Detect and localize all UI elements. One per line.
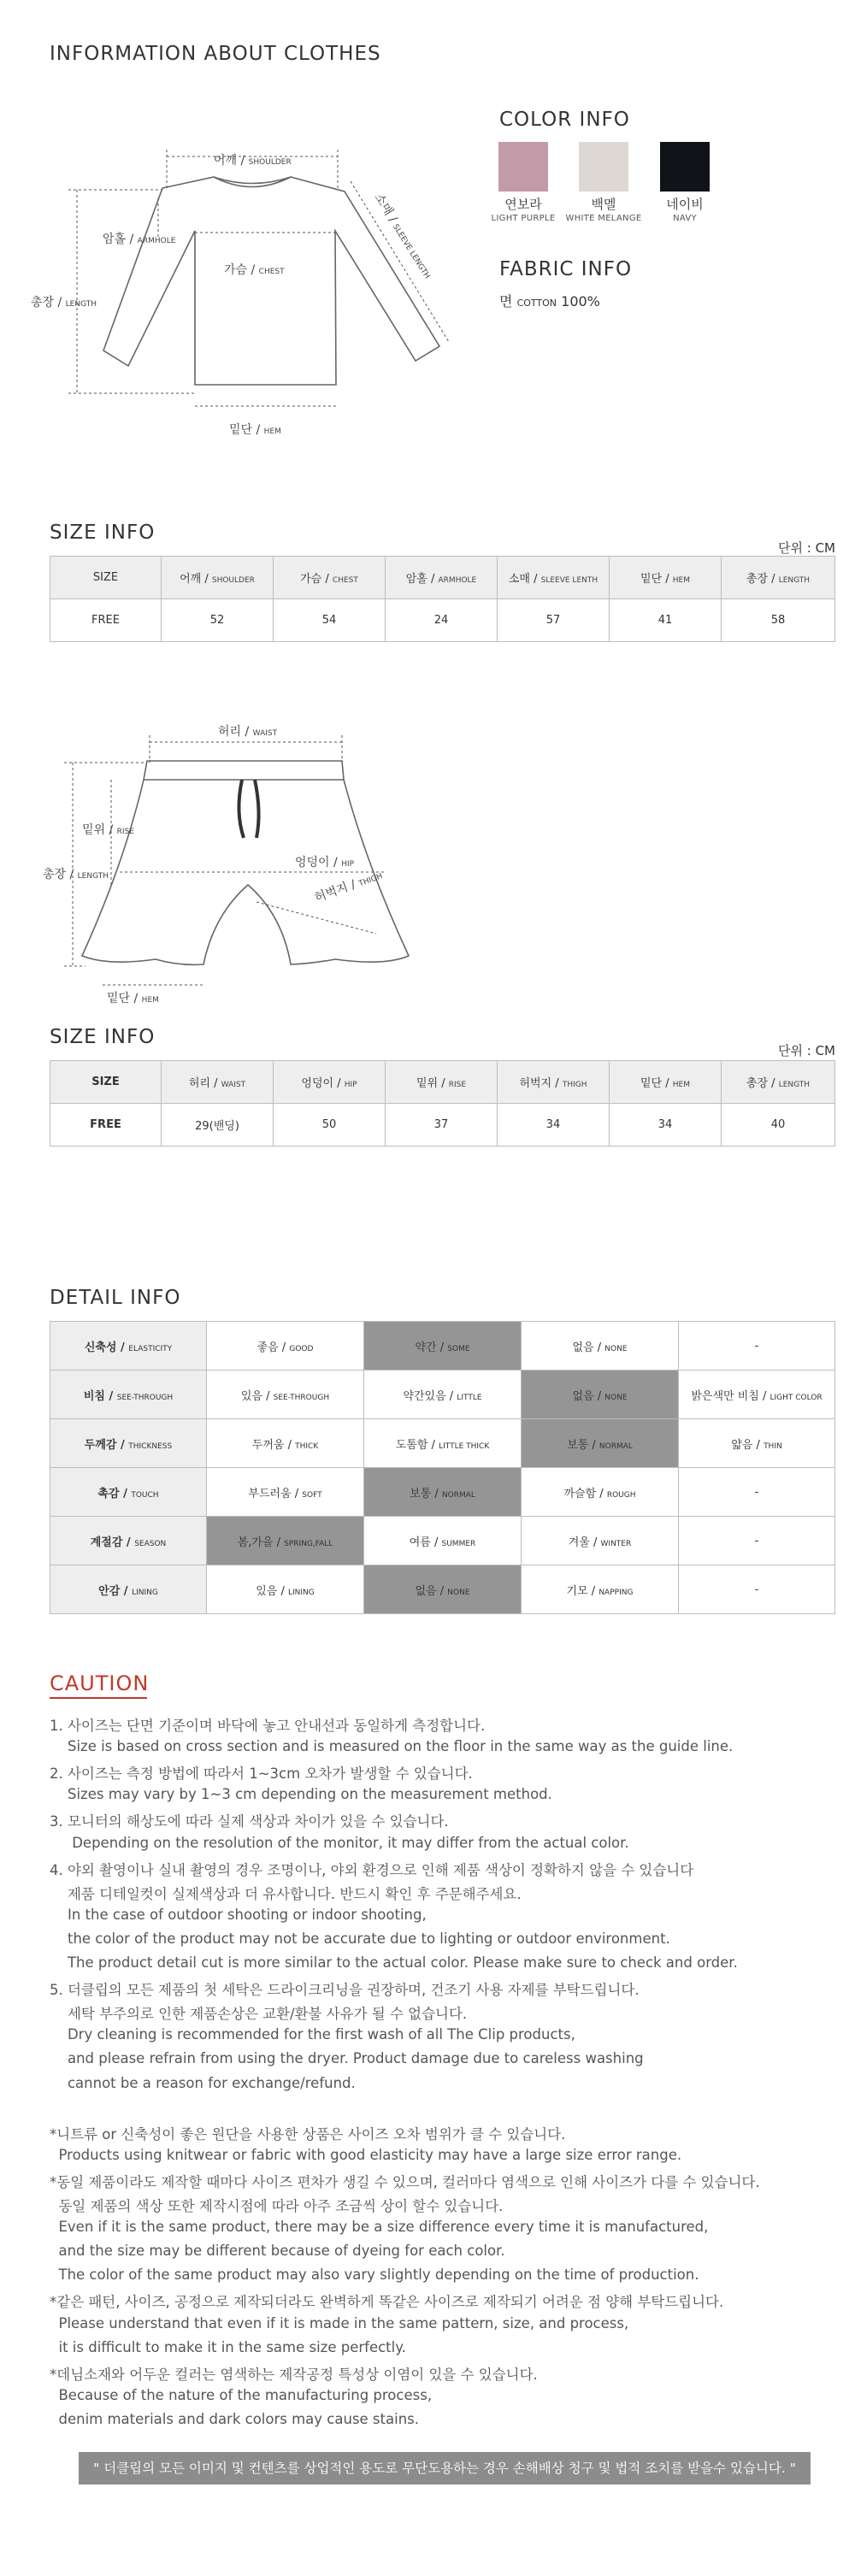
- value-cell: 54: [274, 599, 386, 642]
- header-cell: SIZE: [50, 557, 162, 599]
- detail-option-selected: 없음 / NONE: [364, 1565, 522, 1614]
- color-name-white-melange: 백멜: [591, 197, 616, 212]
- bottom-measurement-diagram: [0, 710, 479, 1009]
- value-cell: 40: [722, 1104, 835, 1147]
- caution-line-text: 2. 사이즈는 측정 방법에 따라서 1~3cm 오차가 발생할 수 있습니다.: [50, 1765, 473, 1783]
- detail-option: 얇음 / THIN: [679, 1419, 835, 1468]
- shorts-length-label: 총장 / LENGTH: [43, 868, 109, 881]
- caution-line-text: cannot be a reason for exchange/refund.: [50, 2074, 356, 2091]
- table-row: [50, 1104, 835, 1147]
- caution-line-text: Because of the nature of the manufacturing process,: [50, 2386, 433, 2403]
- value-cell: 41: [610, 599, 722, 642]
- size-cell: FREE: [50, 599, 162, 642]
- detail-option: 부드러움 / SOFT: [207, 1468, 364, 1517]
- caution-underline: [50, 1697, 147, 1699]
- caution-line-text: Products using knitwear or fabric with good elasticity may have a large size error range.: [50, 2146, 682, 2163]
- chest-label: 가슴 / CHEST: [224, 263, 285, 277]
- value-cell: 29(밴딩): [162, 1104, 274, 1147]
- detail-row-label: 두께감 / THICKNESS: [50, 1419, 207, 1468]
- header-cell: 밑단 / HEM: [610, 557, 722, 599]
- shoulder-label: 어깨 / SHOULDER: [214, 154, 292, 168]
- color-swatch-white-melange[interactable]: [579, 142, 628, 192]
- thigh-label: 허벅지 / THIGH: [312, 872, 384, 905]
- header-cell: 허리 / WAIST: [162, 1061, 274, 1104]
- detail-option: -: [679, 1565, 835, 1614]
- detail-row-label: 계절감 / SEASON: [50, 1517, 207, 1565]
- header-cell: 소매 / SLEEVE LENTH: [498, 557, 610, 599]
- detail-option: 약간있음 / LITTLE: [364, 1371, 522, 1419]
- size-info-bottom-unit: 단위 : CM: [778, 1043, 835, 1058]
- value-cell: 52: [162, 599, 274, 642]
- caution-line-text: *같은 패턴, 사이즈, 공정으로 제작되더라도 완벽하게 똑같은 사이즈로 제작되기 어려운 점 양해 부탁드립니다.: [50, 2294, 724, 2311]
- sleeve-label: 소매 / SLEEVE LENGTH: [371, 191, 432, 281]
- value-cell: 37: [386, 1104, 498, 1147]
- caution-line-text: denim materials and dark colors may cause stains.: [50, 2410, 419, 2427]
- caution-line-text: In the case of outdoor shooting or indoor shooting,: [50, 1906, 427, 1923]
- header-cell: 밑위 / RISE: [386, 1061, 498, 1104]
- color-eng-white-melange: WHITE MELANGE: [565, 214, 642, 223]
- detail-option: -: [679, 1322, 835, 1371]
- color-name-navy: 네이비: [666, 197, 704, 212]
- value-cell: 50: [274, 1104, 386, 1147]
- value-cell: 57: [498, 599, 610, 642]
- shorts-hem-label: 밑단 / HEM: [107, 992, 159, 1005]
- color-name-light-purple: 연보라: [504, 197, 542, 212]
- size-table-bottom: [50, 1060, 835, 1147]
- caution-line-text: Dry cleaning is recommended for the first wash of all The Clip products,: [50, 2026, 575, 2043]
- detail-option: 여름 / SUMMER: [364, 1517, 522, 1565]
- detail-option: 기모 / NAPPING: [522, 1565, 679, 1614]
- caution-title: CAUTION: [50, 1671, 150, 1695]
- detail-option-selected: 보통 / NORMAL: [522, 1419, 679, 1468]
- detail-option: 있음 / LINING: [207, 1565, 364, 1614]
- caution-line-text: Sizes may vary by 1~3 cm depending on the measurement method.: [50, 1786, 552, 1803]
- caution-line-text: *니트류 or 신축성이 좋은 원단을 사용한 상품은 사이즈 오차 범위가 클 수 있습니다.: [50, 2125, 566, 2143]
- size-table-bottom-header: [50, 1061, 835, 1104]
- value-cell: 58: [722, 599, 835, 642]
- size-table-top: [50, 556, 835, 642]
- caution-line-text: 4. 야외 촬영이나 실내 촬영의 경우 조명이나, 야외 환경으로 인해 제품 색상이 정확하지 않을 수 있습니다: [50, 1861, 694, 1878]
- detail-row-label: 촉감 / TOUCH: [50, 1468, 207, 1517]
- caution-line-text: and please refrain from using the dryer. Product damage due to careless washing: [50, 2050, 644, 2067]
- detail-option: 겨울 / WINTER: [522, 1517, 679, 1565]
- waist-label: 허리 / WAIST: [218, 725, 278, 739]
- caution-line-text: 1. 사이즈는 단면 기준이며 바닥에 놓고 안내선과 동일하게 측정합니다.: [50, 1718, 486, 1734]
- detail-option-selected: 보통 / NORMAL: [364, 1468, 522, 1517]
- caution-line-text: 동일 제품의 색상 또한 제작시점에 따라 아주 조금씩 상이 할수 있습니다.: [50, 2198, 504, 2214]
- header-cell: 허벅지 / THIGH: [498, 1061, 610, 1104]
- hem-label: 밑단 / HEM: [229, 423, 281, 437]
- copyright-notice: " 더클립의 모든 이미지 및 컨텐츠를 상업적인 용도로 무단도용하는 경우 손해배상 청구 및 법적 조치를 받을수 있습니다. ": [79, 2452, 811, 2485]
- detail-table: [50, 1321, 835, 1614]
- detail-option: -: [679, 1517, 835, 1565]
- detail-info-title: DETAIL INFO: [50, 1287, 181, 1309]
- color-swatch-light-purple[interactable]: [498, 142, 548, 192]
- header-cell: 가슴 / CHEST: [274, 557, 386, 599]
- size-table-top-header: [50, 557, 835, 599]
- caution-line-text: Size is based on cross section and is measured on the floor in the same way as the guide line.: [50, 1738, 734, 1755]
- color-eng-light-purple: LIGHT PURPLE: [491, 214, 556, 223]
- caution-line-text: it is difficult to make it in the same size perfectly.: [50, 2338, 406, 2355]
- detail-option-selected: 없음 / NONE: [522, 1371, 679, 1419]
- detail-row: [50, 1517, 835, 1565]
- caution-line-text: The color of the same product may also vary slightly depending on the time of production.: [50, 2267, 699, 2284]
- size-info-bottom-title: SIZE INFO: [50, 1026, 156, 1048]
- detail-option: 두꺼움 / THICK: [207, 1419, 364, 1468]
- value-cell: 34: [610, 1104, 722, 1147]
- detail-option: 없음 / NONE: [522, 1322, 679, 1371]
- fabric-info-title: FABRIC INFO: [499, 258, 633, 280]
- detail-row-label: 비침 / SEE-THROUGH: [50, 1371, 207, 1419]
- detail-option: -: [679, 1468, 835, 1517]
- header-cell: 총장 / LENGTH: [722, 557, 835, 599]
- size-info-top-title: SIZE INFO: [50, 522, 156, 544]
- detail-row: [50, 1468, 835, 1517]
- caution-line-text: *데님소재와 어두운 컬러는 염색하는 제작공정 특성상 이염이 있을 수 있습니다.: [50, 2366, 538, 2383]
- detail-row: [50, 1565, 835, 1614]
- header-cell: 암홀 / ARMHOLE: [386, 557, 498, 599]
- top-measurement-diagram: [0, 137, 479, 453]
- detail-row: [50, 1322, 835, 1371]
- value-cell: 24: [386, 599, 498, 642]
- rise-label: 밑위 / RISE: [82, 823, 134, 837]
- fabric-composition: 면 COTTON 100%: [499, 293, 600, 309]
- caution-line-text: Even if it is the same product, there may be a size difference every time it is manufactured,: [50, 2219, 709, 2236]
- caution-line-text: Please understand that even if it is made in the same pattern, size, and process,: [50, 2314, 629, 2331]
- caution-line-text: The product detail cut is more similar to the actual color. Please make sure to check and order.: [50, 1954, 738, 1971]
- detail-option-selected: 약간 / SOME: [364, 1322, 522, 1371]
- caution-line-text: 제품 디테일컷이 실제색상과 더 유사합니다. 반드시 확인 후 주문해주세요.: [50, 1885, 522, 1902]
- caution-line-text: *동일 제품이라도 제작할 때마다 사이즈 편차가 생길 수 있으며, 컬러마다 염색으로 인해 사이즈가 다를 수 있습니다.: [50, 2173, 760, 2190]
- shorts-outline: [82, 761, 409, 964]
- color-info-title: COLOR INFO: [499, 109, 630, 131]
- detail-option: 도톰함 / LITTLE THICK: [364, 1419, 522, 1468]
- caution-line-text: 3. 모니터의 해상도에 따라 실제 색상과 차이가 있을 수 있습니다.: [50, 1813, 449, 1830]
- color-eng-navy: NAVY: [673, 214, 697, 223]
- header-cell: 엉덩이 / HIP: [274, 1061, 386, 1104]
- caution-line-text: Depending on the resolution of the monitor, it may differ from the actual color.: [50, 1834, 629, 1851]
- detail-row-label: 신축성 / ELASTICITY: [50, 1322, 207, 1371]
- caution-line-text: 세탁 부주의로 인한 제품손상은 교환/환불 사유가 될 수 없습니다.: [50, 2006, 468, 2023]
- header-cell: SIZE: [50, 1061, 162, 1104]
- detail-option: 좋음 / GOOD: [207, 1322, 364, 1371]
- detail-row: [50, 1419, 835, 1468]
- detail-option: 있음 / SEE-THROUGH: [207, 1371, 364, 1419]
- length-label: 총장 / LENGTH: [31, 296, 97, 309]
- detail-row-label: 안감 / LINING: [50, 1565, 207, 1614]
- value-cell: 34: [498, 1104, 610, 1147]
- caution-line-text: the color of the product may not be accurate due to lighting or outdoor environment.: [50, 1930, 670, 1947]
- detail-option: 밝은색만 비침 / LIGHT COLOR: [679, 1371, 835, 1419]
- caution-line-text: 5. 더클립의 모든 제품의 첫 세탁은 드라이크리닝을 권장하며, 건조기 사용 자제를 부탁드립니다.: [50, 1982, 640, 1999]
- table-row: [50, 599, 835, 642]
- armhole-label: 암홀 / ARMHOLE: [103, 233, 176, 246]
- caution-line-text: and the size may be different because of dyeing for each color.: [50, 2243, 505, 2260]
- detail-option-selected: 봄,가을 / SPRING,FALL: [207, 1517, 364, 1565]
- header-cell: 총장 / LENGTH: [722, 1061, 835, 1104]
- size-cell: FREE: [50, 1104, 162, 1147]
- color-swatch-navy[interactable]: [660, 142, 710, 192]
- detail-row: [50, 1371, 835, 1419]
- hip-label: 엉덩이 / HIP: [295, 856, 355, 869]
- header-cell: 어깨 / SHOULDER: [162, 557, 274, 599]
- detail-option: 까슬함 / ROUGH: [522, 1468, 679, 1517]
- size-info-top-unit: 단위 : CM: [778, 540, 835, 556]
- clothes-info-title: INFORMATION ABOUT CLOTHES: [50, 43, 381, 65]
- header-cell: 밑단 / HEM: [610, 1061, 722, 1104]
